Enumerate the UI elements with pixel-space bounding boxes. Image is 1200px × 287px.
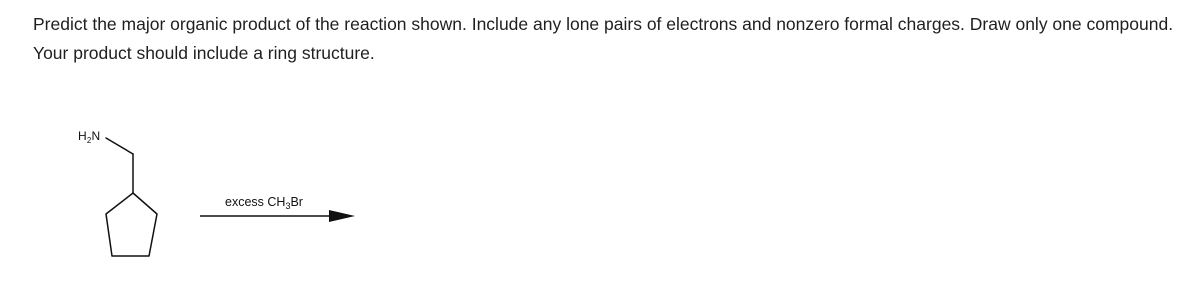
amine-subscript: 2 bbox=[86, 136, 92, 145]
cyclopentane-ring bbox=[106, 193, 157, 256]
reaction-arrow bbox=[195, 205, 365, 227]
reagent-suffix: Br bbox=[290, 195, 303, 209]
bond-n-ch2 bbox=[106, 138, 133, 154]
amine-n: N bbox=[91, 129, 101, 143]
question-prompt bbox=[33, 10, 1193, 68]
arrow-head-icon bbox=[329, 210, 355, 222]
reactant-structure bbox=[60, 118, 200, 278]
reagent-subscript: 3 bbox=[285, 201, 291, 211]
amine-label bbox=[78, 129, 100, 143]
question-line-1: Predict the major organic product of the reaction shown. Include any lone pairs of electrons and nonzero formal charges. Draw only one compound. bbox=[33, 14, 1174, 34]
reagent-prefix: excess CH bbox=[225, 195, 286, 209]
amine-h: H bbox=[78, 129, 87, 143]
question-line-2: Your product should include a ring structure. bbox=[33, 43, 375, 63]
